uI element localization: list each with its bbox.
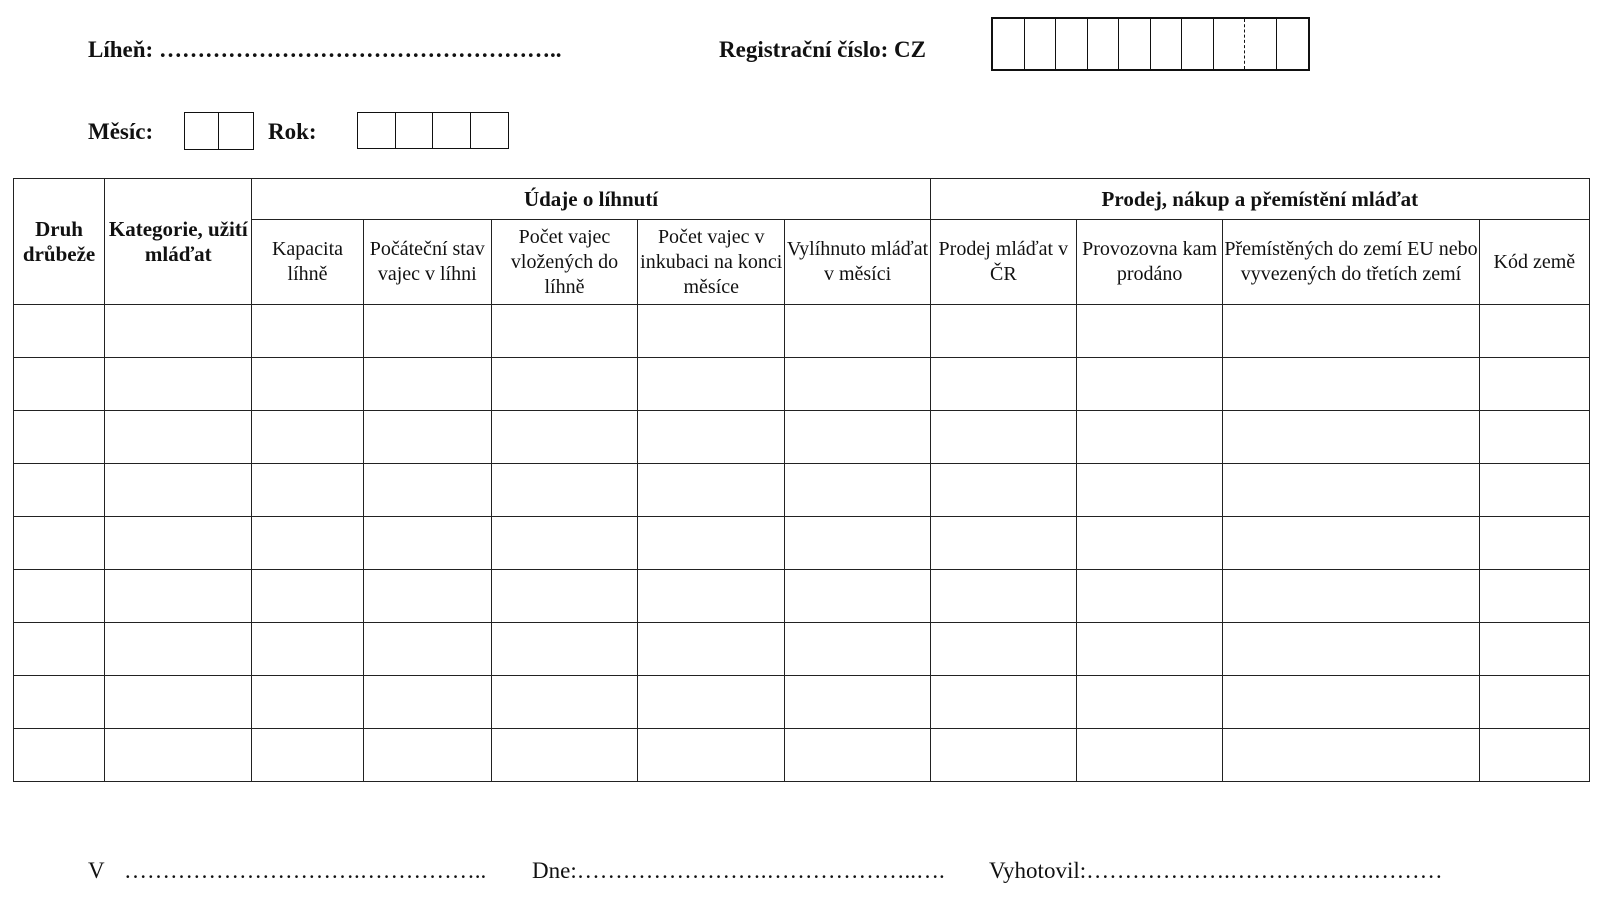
reg-digit-box[interactable] <box>1214 19 1246 69</box>
table-cell[interactable] <box>1223 358 1479 411</box>
table-cell[interactable] <box>491 517 637 570</box>
table-cell[interactable] <box>638 623 785 676</box>
col-species-header: Druh drůbeže <box>14 179 105 305</box>
year-digit-box[interactable] <box>396 113 434 148</box>
table-cell[interactable] <box>1223 570 1479 623</box>
table-cell[interactable] <box>491 676 637 729</box>
table-cell[interactable] <box>363 623 491 676</box>
table-cell[interactable] <box>930 623 1076 676</box>
place-label: V <box>88 858 105 883</box>
col-country-code-header: Kód země <box>1479 220 1589 305</box>
table-cell[interactable] <box>252 517 363 570</box>
table-cell[interactable] <box>252 570 363 623</box>
reg-digit-box[interactable] <box>993 19 1025 69</box>
month-boxes[interactable] <box>184 112 254 150</box>
table-cell[interactable] <box>930 517 1076 570</box>
col-category-header: Kategorie, užití mláďat <box>105 179 252 305</box>
table-cell[interactable] <box>638 517 785 570</box>
table-cell[interactable] <box>1223 464 1479 517</box>
footer-date <box>532 858 945 884</box>
table-cell[interactable] <box>1479 623 1589 676</box>
table-cell[interactable] <box>1479 570 1589 623</box>
table-cell[interactable] <box>491 623 637 676</box>
table-cell[interactable] <box>930 411 1076 464</box>
table-cell[interactable] <box>363 676 491 729</box>
table-cell[interactable] <box>252 729 363 782</box>
table-cell[interactable] <box>14 358 105 411</box>
table-cell[interactable] <box>14 570 105 623</box>
month-label: Měsíc: <box>88 119 154 144</box>
table-cell[interactable] <box>785 358 930 411</box>
table-cell[interactable] <box>252 305 363 358</box>
table-cell[interactable] <box>1076 623 1222 676</box>
table-cell[interactable] <box>1479 358 1589 411</box>
table-cell[interactable] <box>638 729 785 782</box>
table-cell[interactable] <box>1076 676 1222 729</box>
hatchery-report-table <box>13 178 1590 782</box>
table-cell[interactable] <box>252 676 363 729</box>
table-cell[interactable] <box>105 358 252 411</box>
author-dots[interactable]: ……………….……………….……… <box>1086 858 1443 883</box>
year-digit-box[interactable] <box>433 113 471 148</box>
group-hatching-header: Údaje o líhnutí <box>252 179 930 220</box>
col-hatched-header: Vylíhnuto mláďat v měsíci <box>785 220 930 305</box>
year-boxes[interactable] <box>357 112 509 149</box>
table-cell[interactable] <box>363 570 491 623</box>
col-eggs-incubating-header: Počet vajec v inkubaci na konci měsíce <box>638 220 785 305</box>
group-sales-header: Prodej, nákup a přemístění mláďat <box>930 179 1589 220</box>
table-cell[interactable] <box>105 464 252 517</box>
table-cell[interactable] <box>14 676 105 729</box>
place-dots[interactable]: ………………………….…………….. <box>123 858 487 883</box>
reg-digit-box[interactable] <box>1088 19 1120 69</box>
registration-number-boxes[interactable] <box>991 17 1310 71</box>
table-cell[interactable] <box>105 517 252 570</box>
table-cell[interactable] <box>1076 411 1222 464</box>
table-cell[interactable] <box>105 623 252 676</box>
date-dots[interactable]: …………………….………………..…. <box>576 858 945 883</box>
table-cell[interactable] <box>785 411 930 464</box>
reg-digit-box[interactable] <box>1277 19 1309 69</box>
table-cell[interactable] <box>785 517 930 570</box>
table-cell[interactable] <box>14 305 105 358</box>
table-row <box>14 411 1590 464</box>
table-cell[interactable] <box>14 623 105 676</box>
hatchery-dots[interactable]: …………………………………………….. <box>158 37 562 62</box>
month-digit-box[interactable] <box>185 113 219 149</box>
table-cell[interactable] <box>491 358 637 411</box>
table-cell[interactable] <box>785 729 930 782</box>
table-cell[interactable] <box>638 411 785 464</box>
table-cell[interactable] <box>252 464 363 517</box>
table-cell[interactable] <box>930 305 1076 358</box>
table-cell[interactable] <box>1479 729 1589 782</box>
table-row <box>14 517 1590 570</box>
table-row <box>14 358 1590 411</box>
year-digit-box[interactable] <box>471 113 509 148</box>
col-capacity-header: Kapacita líhně <box>252 220 363 305</box>
table-cell[interactable] <box>785 623 930 676</box>
table-cell[interactable] <box>105 570 252 623</box>
table-cell[interactable] <box>1076 517 1222 570</box>
table-cell[interactable] <box>105 305 252 358</box>
table-cell[interactable] <box>491 411 637 464</box>
table-cell[interactable] <box>252 411 363 464</box>
registration-label: Registrační číslo: CZ <box>719 37 926 62</box>
col-transferred-header: Přemístěných do zemí EU nebo vyvezených do třetích zemí <box>1223 220 1479 305</box>
table-row <box>14 305 1590 358</box>
table-row <box>14 729 1590 782</box>
table-cell[interactable] <box>638 305 785 358</box>
table-cell[interactable] <box>785 464 930 517</box>
table-cell[interactable] <box>252 358 363 411</box>
table-row <box>14 676 1590 729</box>
table-cell[interactable] <box>491 570 637 623</box>
table-cell[interactable] <box>14 729 105 782</box>
table-row <box>14 464 1590 517</box>
reg-digit-box[interactable] <box>1056 19 1088 69</box>
table-cell[interactable] <box>1223 676 1479 729</box>
table-cell[interactable] <box>363 358 491 411</box>
table-cell[interactable] <box>638 570 785 623</box>
author-label: Vyhotovil: <box>989 858 1087 883</box>
footer-place <box>88 858 486 884</box>
table-cell[interactable] <box>785 676 930 729</box>
col-establishment-header: Provozovna kam prodáno <box>1076 220 1222 305</box>
table-cell[interactable] <box>14 464 105 517</box>
reg-digit-box[interactable] <box>1245 19 1277 69</box>
col-initial-eggs-header: Počáteční stav vajec v líhni <box>363 220 491 305</box>
hatchery-line <box>88 37 561 63</box>
table-cell[interactable] <box>1479 676 1589 729</box>
table-cell[interactable] <box>638 676 785 729</box>
table-cell[interactable] <box>1076 729 1222 782</box>
table-cell[interactable] <box>930 358 1076 411</box>
table-row <box>14 570 1590 623</box>
table-cell[interactable] <box>638 358 785 411</box>
table-row <box>14 623 1590 676</box>
table-cell[interactable] <box>930 464 1076 517</box>
table-body <box>14 305 1590 782</box>
date-label: Dne: <box>532 858 577 883</box>
table-cell[interactable] <box>638 464 785 517</box>
table-cell[interactable] <box>14 411 105 464</box>
reg-digit-box[interactable] <box>1151 19 1183 69</box>
table-cell[interactable] <box>1076 570 1222 623</box>
table-cell[interactable] <box>105 729 252 782</box>
table-cell[interactable] <box>930 729 1076 782</box>
table-cell[interactable] <box>1076 464 1222 517</box>
month-digit-box[interactable] <box>219 113 253 149</box>
table-cell[interactable] <box>1223 305 1479 358</box>
table-cell[interactable] <box>105 676 252 729</box>
table-cell[interactable] <box>1223 623 1479 676</box>
table-cell[interactable] <box>1479 464 1589 517</box>
reg-digit-box[interactable] <box>1025 19 1057 69</box>
table-cell[interactable] <box>105 411 252 464</box>
table-cell[interactable] <box>1479 411 1589 464</box>
table-cell[interactable] <box>14 517 105 570</box>
table-cell[interactable] <box>1479 305 1589 358</box>
table-cell[interactable] <box>363 305 491 358</box>
table-cell[interactable] <box>1076 305 1222 358</box>
table-cell[interactable] <box>1223 729 1479 782</box>
table-cell[interactable] <box>363 464 491 517</box>
table-cell[interactable] <box>491 464 637 517</box>
hatchery-label: Líheň: <box>88 37 154 62</box>
col-eggs-set-header: Počet vajec vložených do líhně <box>491 220 637 305</box>
footer-author <box>989 858 1443 884</box>
table-cell[interactable] <box>1223 411 1479 464</box>
table-cell[interactable] <box>491 729 637 782</box>
table-cell[interactable] <box>363 517 491 570</box>
table-cell[interactable] <box>1479 517 1589 570</box>
table-cell[interactable] <box>252 623 363 676</box>
reg-digit-box[interactable] <box>1119 19 1151 69</box>
year-label: Rok: <box>268 119 317 144</box>
table-cell[interactable] <box>491 305 637 358</box>
col-sales-cr-header: Prodej mláďat v ČR <box>930 220 1076 305</box>
table-cell[interactable] <box>1223 517 1479 570</box>
table-cell[interactable] <box>1076 358 1222 411</box>
table-cell[interactable] <box>785 570 930 623</box>
table-cell[interactable] <box>363 411 491 464</box>
year-digit-box[interactable] <box>358 113 396 148</box>
table-cell[interactable] <box>930 570 1076 623</box>
table-cell[interactable] <box>363 729 491 782</box>
table-cell[interactable] <box>930 676 1076 729</box>
reg-digit-box[interactable] <box>1182 19 1214 69</box>
table-cell[interactable] <box>785 305 930 358</box>
